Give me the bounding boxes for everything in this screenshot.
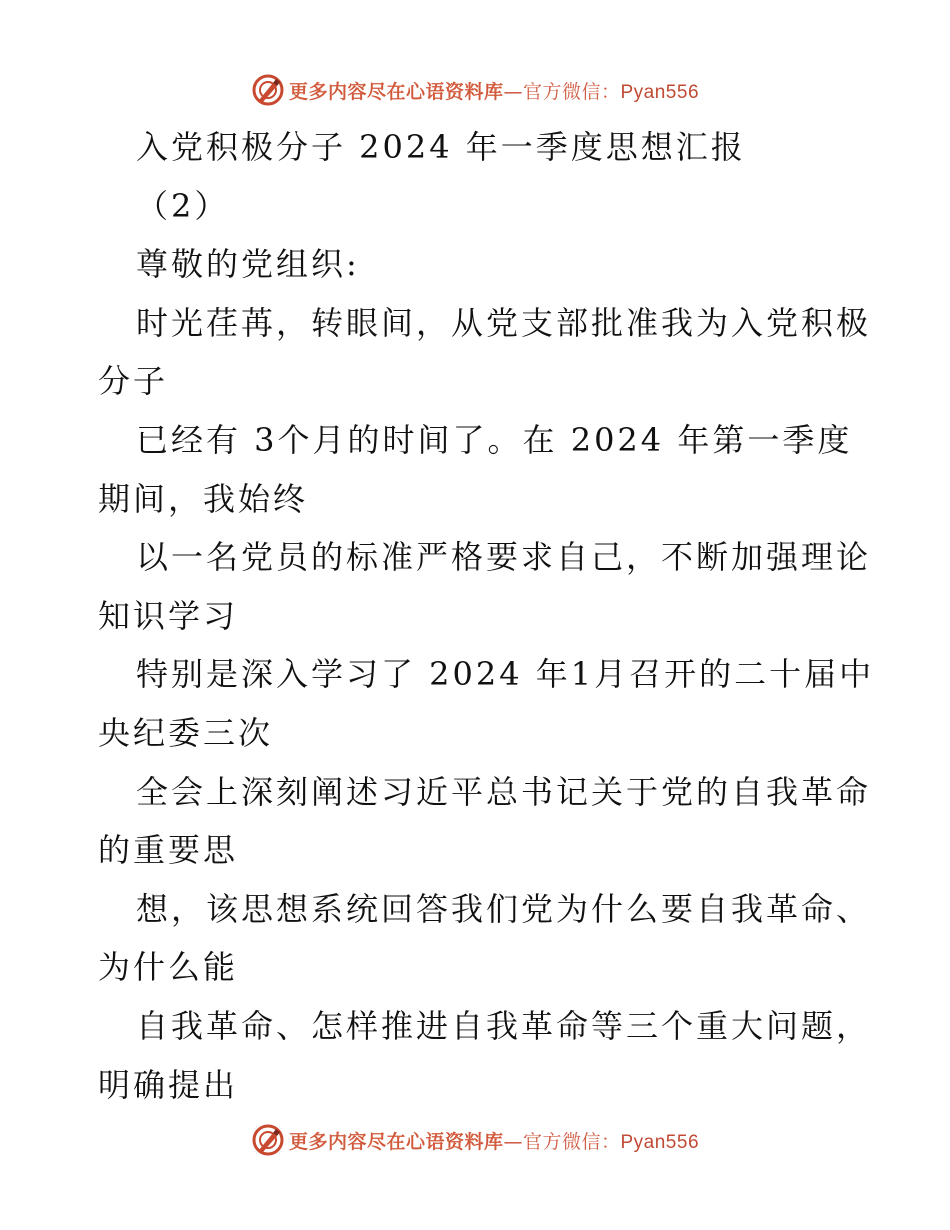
document-line: 已经有 3个月的时间了。在 2024 年第一季度 — [136, 420, 853, 459]
document-line: 明确提出 — [98, 1065, 239, 1104]
document-line: 期间，我始终 — [98, 479, 309, 518]
watermark-wechat-label: 官方微信： — [522, 80, 621, 103]
header-watermark-banner — [0, 70, 950, 110]
pen-logo-icon — [251, 73, 285, 107]
header-watermark-text — [289, 77, 699, 104]
document-line: 为什么能 — [98, 948, 239, 987]
document-line: 时光荏苒，转眼间，从党支部批准我为入党积极 — [136, 303, 872, 342]
document-line: 自我革命、怎样推进自我革命等三个重大问题， — [136, 1006, 872, 1045]
document-line: （2） — [136, 186, 230, 225]
document-line: 全会上深刻阐述习近平总书记关于党的自我革命 — [136, 772, 872, 811]
watermark-wechat-id: Pyan556 — [620, 1131, 700, 1153]
watermark-wechat-id: Pyan556 — [620, 81, 700, 103]
document-line: 想，该思想系统回答我们党为什么要自我革命、 — [136, 889, 872, 928]
document-line: 以一名党员的标准严格要求自己，不断加强理论 — [136, 538, 872, 577]
watermark-separator: — — [503, 80, 523, 103]
document-body — [98, 118, 875, 1114]
document-line: 的重要思 — [98, 831, 239, 870]
watermark-site-name: 更多内容尽在心语资料库 — [288, 1130, 504, 1153]
document-line: 尊敬的党组织: — [136, 245, 360, 284]
footer-watermark-banner — [0, 1120, 950, 1160]
pen-logo-icon — [251, 1123, 285, 1157]
watermark-site-name: 更多内容尽在心语资料库 — [288, 80, 504, 103]
document-line: 分子 — [98, 362, 169, 401]
footer-watermark-text — [289, 1127, 699, 1154]
document-line: 入党积极分子 2024 年一季度思想汇报 — [136, 128, 746, 166]
watermark-separator: — — [503, 1130, 523, 1153]
document-line: 央纪委三次 — [98, 713, 274, 752]
document-line: 知识学习 — [98, 596, 239, 635]
document-line: 特别是深入学习了 2024 年1月召开的二十届中 — [136, 655, 875, 694]
watermark-wechat-label: 官方微信： — [522, 1130, 621, 1153]
